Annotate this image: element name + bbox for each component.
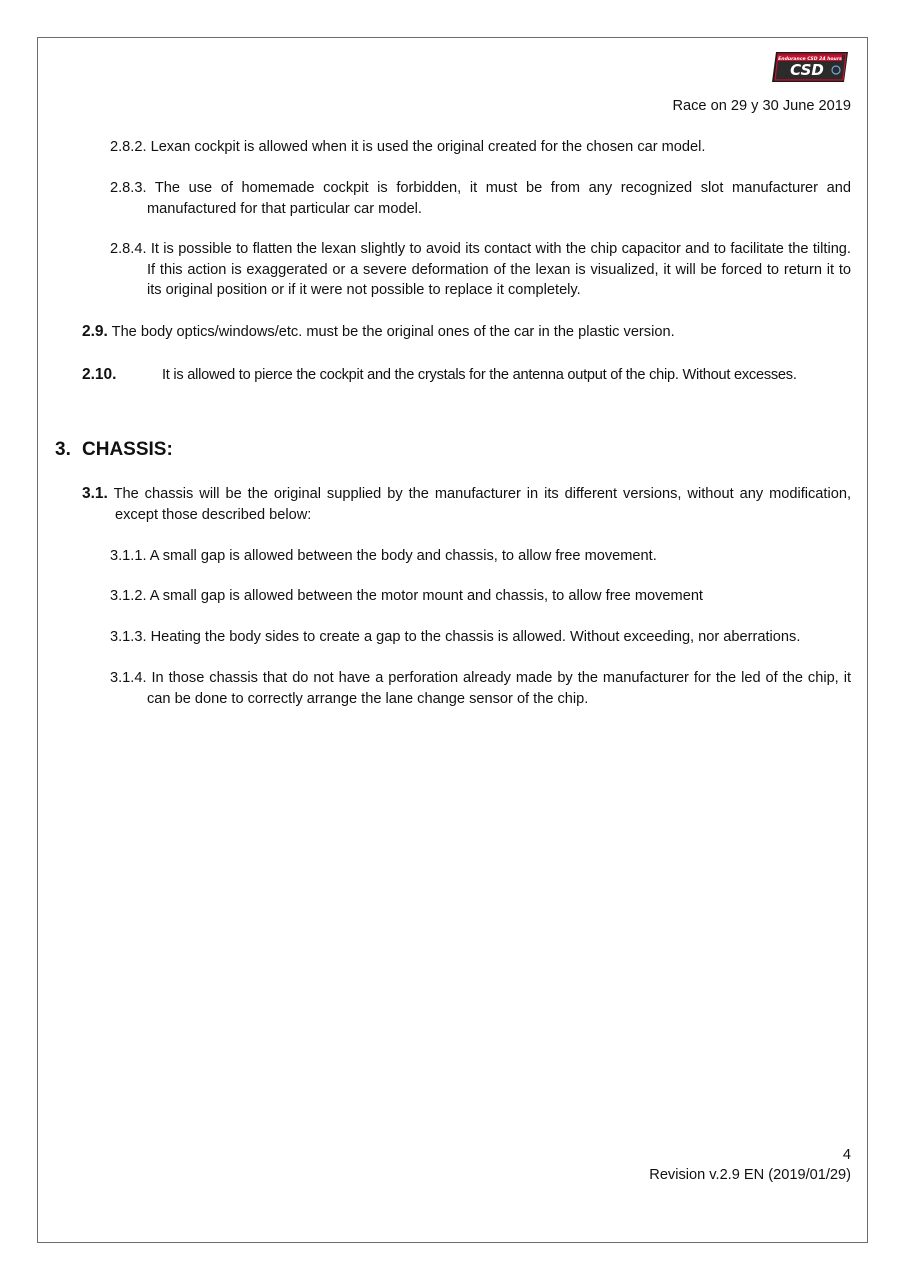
item-3-1: [82, 484, 851, 525]
item-text: The chassis will be the original supplied by the manufacturer in its different versions, without any modification, except those described below:: [113, 486, 852, 523]
item-2-8-2: [110, 137, 705, 158]
item-text: Heating the body sides to create a gap to the chassis is allowed. Without exceeding, nor aberrations.: [150, 629, 801, 645]
item-number: 2.8.4.: [110, 241, 147, 257]
item-number: 2.8.2.: [110, 139, 147, 155]
page-number: 4: [842, 1147, 851, 1163]
section-heading-chassis: [55, 438, 173, 462]
item-text: It is allowed to pierce the cockpit and the crystals for the antenna output of the chip. Without excesses.: [162, 367, 797, 383]
item-2-8-4: [110, 239, 851, 301]
item-3-1-4: [110, 668, 851, 709]
logo-tagline: Endurance CSD 24 hours: [778, 57, 842, 62]
revision-label: Revision v.2.9 EN (2019/01/29): [649, 1167, 851, 1183]
item-text: The body optics/windows/etc. must be the original ones of the car in the plastic version.: [111, 324, 675, 340]
item-number: 3.1.1.: [110, 548, 147, 564]
item-text: In those chassis that do not have a perforation already made by the manufacturer for the led of the chip, it can be done to correctly arrange the lane change sensor of the chip.: [147, 670, 851, 707]
item-3-1-1: [110, 546, 657, 567]
item-number: 2.8.3.: [110, 180, 147, 196]
item-number: 3.1.3.: [110, 629, 147, 645]
race-dates: Race on 29 y 30 June 2019: [672, 98, 851, 114]
logo-wordmark: CSD: [790, 61, 824, 79]
item-number: 3.1.4.: [110, 670, 147, 686]
item-number: 3.1.: [82, 485, 108, 502]
item-number: 3.1.2.: [110, 588, 147, 604]
item-2-9: [82, 322, 675, 343]
item-text: A small gap is allowed between the motor mount and chassis, to allow free movement: [149, 588, 703, 604]
item-text: A small gap is allowed between the body and chassis, to allow free movement.: [149, 548, 657, 564]
item-3-1-3: [110, 627, 800, 648]
item-number: 2.9.: [82, 323, 108, 340]
section-number: 3.: [55, 439, 71, 460]
item-2-8-3: [110, 178, 851, 219]
item-text: The use of homemade cockpit is forbidden, it must be from any recognized slot manufacturer and manufactured for that particular car model.: [147, 180, 851, 217]
item-text: It is possible to flatten the lexan slightly to avoid its contact with the chip capacitor and to facilitate the tilting. If this action is exaggerated or a severe deformation of the lexan is visualized, it will be forced to return it to its original position or if it were not possible to replace it completely.: [147, 241, 851, 298]
section-title: CHASSIS:: [82, 439, 173, 460]
item-2-10: [82, 365, 797, 386]
item-number: 2.10.: [82, 366, 117, 383]
csd-logo: [770, 50, 850, 84]
item-text: Lexan cockpit is allowed when it is used the original created for the chosen car model.: [150, 139, 706, 155]
item-3-1-2: [110, 586, 703, 607]
